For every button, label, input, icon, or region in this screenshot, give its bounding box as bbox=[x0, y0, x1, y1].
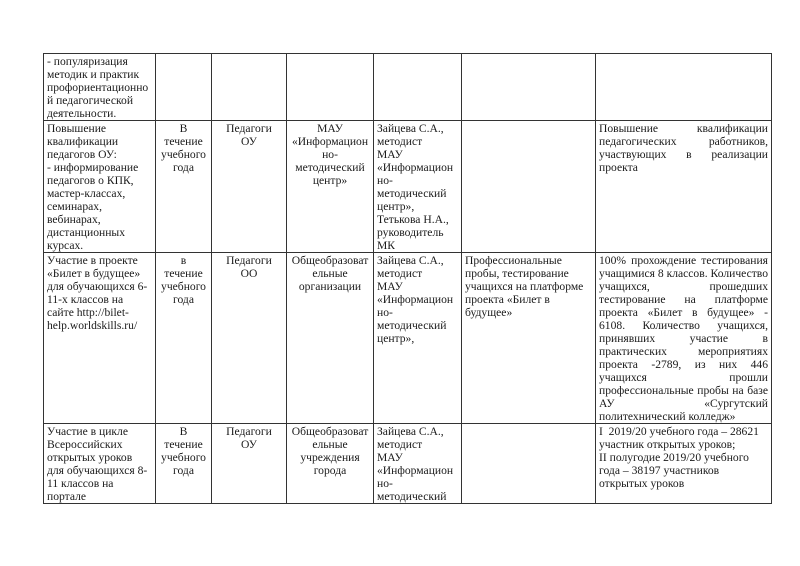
cell-line: Педагоги bbox=[226, 122, 272, 135]
cell-line: «Информацион bbox=[291, 135, 369, 148]
cell-line: I 2019/20 учебного года – 28621 bbox=[599, 425, 759, 438]
cell-line: 11-х классов на bbox=[47, 293, 124, 306]
cell-line: курсах. bbox=[47, 239, 84, 252]
cell-line: Зайцева С.А., bbox=[377, 122, 444, 135]
cell-line: сайте http://bilet- bbox=[47, 306, 129, 319]
cell-responsible bbox=[374, 424, 462, 504]
cell-participants bbox=[212, 424, 287, 504]
cell-line: Участие в цикле bbox=[47, 425, 128, 438]
cell-form bbox=[462, 54, 596, 121]
cell-activity bbox=[44, 253, 156, 424]
cell-line: педагогов ОУ: bbox=[47, 148, 117, 161]
cell-line: - популяризация bbox=[47, 55, 128, 68]
cell-line: центр», bbox=[377, 332, 415, 345]
cell-responsible bbox=[374, 54, 462, 121]
cell-line: МАУ bbox=[377, 280, 403, 293]
cell-line: методический bbox=[377, 490, 447, 503]
cell-line: деятельности. bbox=[47, 107, 117, 120]
cell-line: пробы, тестирование bbox=[465, 267, 569, 280]
cell-line: течение bbox=[164, 135, 203, 148]
cell-line: года bbox=[173, 293, 194, 306]
cell-responsible bbox=[374, 253, 462, 424]
cell-line: 11 классов на bbox=[47, 477, 114, 490]
cell-timing bbox=[156, 54, 212, 121]
cell-line: семинарах, bbox=[47, 200, 102, 213]
cell-line: руководитель bbox=[377, 226, 444, 239]
cell-line: МК bbox=[377, 239, 396, 252]
cell-line: Участие в проекте bbox=[47, 254, 138, 267]
cell-line: мастер-классах, bbox=[47, 187, 126, 200]
cell-line: центр», bbox=[377, 200, 415, 213]
cell-line: течение bbox=[164, 267, 203, 280]
cell-line: года bbox=[173, 464, 194, 477]
cell-activity bbox=[44, 54, 156, 121]
table-row bbox=[44, 424, 772, 504]
cell-line: методический bbox=[377, 187, 447, 200]
cell-line: Общеобразоват bbox=[291, 254, 369, 267]
cell-line: методист bbox=[377, 438, 423, 451]
cell-participants bbox=[212, 121, 287, 253]
cell-line: Повышение bbox=[47, 122, 107, 135]
cell-timing bbox=[156, 253, 212, 424]
cell-venue bbox=[287, 54, 374, 121]
cell-line: года – 38197 участников bbox=[599, 464, 720, 477]
cell-line: течение bbox=[164, 438, 203, 451]
cell-line: портале bbox=[47, 490, 87, 503]
cell-line: квалификации bbox=[47, 135, 119, 148]
cell-result bbox=[596, 54, 772, 121]
cell-line: открытых уроков bbox=[47, 451, 133, 464]
cell-line: учебного bbox=[161, 451, 206, 464]
cell-venue bbox=[287, 424, 374, 504]
cell-result bbox=[596, 424, 772, 504]
cell-line: В bbox=[179, 425, 188, 438]
cell-result bbox=[596, 253, 772, 424]
cell-line: методический bbox=[377, 319, 447, 332]
cell-line: Зайцева С.А., bbox=[377, 254, 444, 267]
cell-line: методический bbox=[295, 161, 365, 174]
cell-line: help.worldskills.ru/ bbox=[47, 319, 138, 332]
cell-line: дистанционных bbox=[47, 226, 126, 239]
cell-line: «Билет в будущее» bbox=[47, 267, 141, 280]
cell-line: ОУ bbox=[241, 135, 257, 148]
cell-venue bbox=[287, 253, 374, 424]
table-row bbox=[44, 121, 772, 253]
cell-line: Всероссийских bbox=[47, 438, 123, 451]
cell-line: Педагоги bbox=[226, 254, 272, 267]
cell-line: методист bbox=[377, 267, 423, 280]
cell-line: Зайцева С.А., bbox=[377, 425, 444, 438]
table-row bbox=[44, 54, 772, 121]
cell-line: но- bbox=[377, 306, 393, 319]
cell-line: методист bbox=[377, 135, 423, 148]
cell-responsible bbox=[374, 121, 462, 253]
cell-line: профориентационно bbox=[47, 81, 149, 94]
cell-line: - информирование bbox=[47, 161, 139, 174]
cell-line: для обучающихся 8- bbox=[47, 464, 148, 477]
cell-line: проекта «Билет в bbox=[465, 293, 550, 306]
cell-timing bbox=[156, 121, 212, 253]
cell-line: МАУ bbox=[377, 148, 403, 161]
cell-line: открытых уроков bbox=[599, 477, 685, 490]
cell-line: участник открытых уроков; bbox=[599, 438, 736, 451]
cell-line: учебного bbox=[161, 280, 206, 293]
cell-line: центр» bbox=[312, 174, 348, 187]
cell-line: будущее» bbox=[465, 306, 513, 319]
cell-line: МАУ bbox=[377, 451, 403, 464]
cell-activity bbox=[44, 121, 156, 253]
cell-line: педагогов о КПК, bbox=[47, 174, 134, 187]
cell-line: ельные bbox=[312, 267, 348, 280]
cell-participants bbox=[212, 54, 287, 121]
cell-venue bbox=[287, 121, 374, 253]
cell-line: вебинарах, bbox=[47, 213, 101, 226]
cell-line: но- bbox=[377, 477, 393, 490]
table-body bbox=[44, 54, 772, 504]
cell-line: МАУ bbox=[317, 122, 343, 135]
cell-form bbox=[462, 424, 596, 504]
cell-line: «Информацион bbox=[377, 464, 454, 477]
cell-line: Общеобразоват bbox=[291, 425, 369, 438]
cell-line: но- bbox=[322, 148, 338, 161]
cell-text: 100% прохождение тестирования учащимися 8 классов. Количество учащихся, прошедших тестирование на платформе проекта «Билет в будущее» - 6108. Количество учащихся, принявших участие в практических мероприятиях проекта -2789, из них 446 учащихся прошли профессиональные пробы на базе АУ «Сургутский политехнический колледж» bbox=[599, 254, 768, 423]
cell-line: II полугодие 2019/20 учебного bbox=[599, 451, 749, 464]
cell-line: ОУ bbox=[241, 438, 257, 451]
cell-line: учреждения bbox=[300, 451, 360, 464]
cell-line: «Информацион bbox=[377, 293, 454, 306]
cell-line: учащихся на платформе bbox=[465, 280, 584, 293]
cell-form bbox=[462, 253, 596, 424]
cell-line: учебного bbox=[161, 148, 206, 161]
cell-line: Тетькова Н.А., bbox=[377, 213, 449, 226]
cell-line: Профессиональные bbox=[465, 254, 562, 267]
cell-line: города bbox=[313, 464, 347, 477]
cell-line: ОО bbox=[240, 267, 258, 280]
cell-participants bbox=[212, 253, 287, 424]
cell-line: ельные bbox=[312, 438, 348, 451]
cell-line: В bbox=[179, 122, 188, 135]
cell-line: в bbox=[180, 254, 187, 267]
cell-form bbox=[462, 121, 596, 253]
cell-line: для обучающихся 6- bbox=[47, 280, 148, 293]
activity-plan-table bbox=[43, 53, 772, 504]
cell-result bbox=[596, 121, 772, 253]
cell-line: «Информацион bbox=[377, 161, 454, 174]
cell-activity bbox=[44, 424, 156, 504]
table-row bbox=[44, 253, 772, 424]
cell-line: года bbox=[173, 161, 194, 174]
cell-line: методик и практик bbox=[47, 68, 140, 81]
cell-text: Повышение квалификации педагогических работников, участвующих в реализации проекта bbox=[599, 122, 768, 174]
cell-line: й педагогической bbox=[47, 94, 134, 107]
cell-line: организации bbox=[298, 280, 362, 293]
cell-line: Педагоги bbox=[226, 425, 272, 438]
cell-timing bbox=[156, 424, 212, 504]
cell-line: но- bbox=[377, 174, 393, 187]
